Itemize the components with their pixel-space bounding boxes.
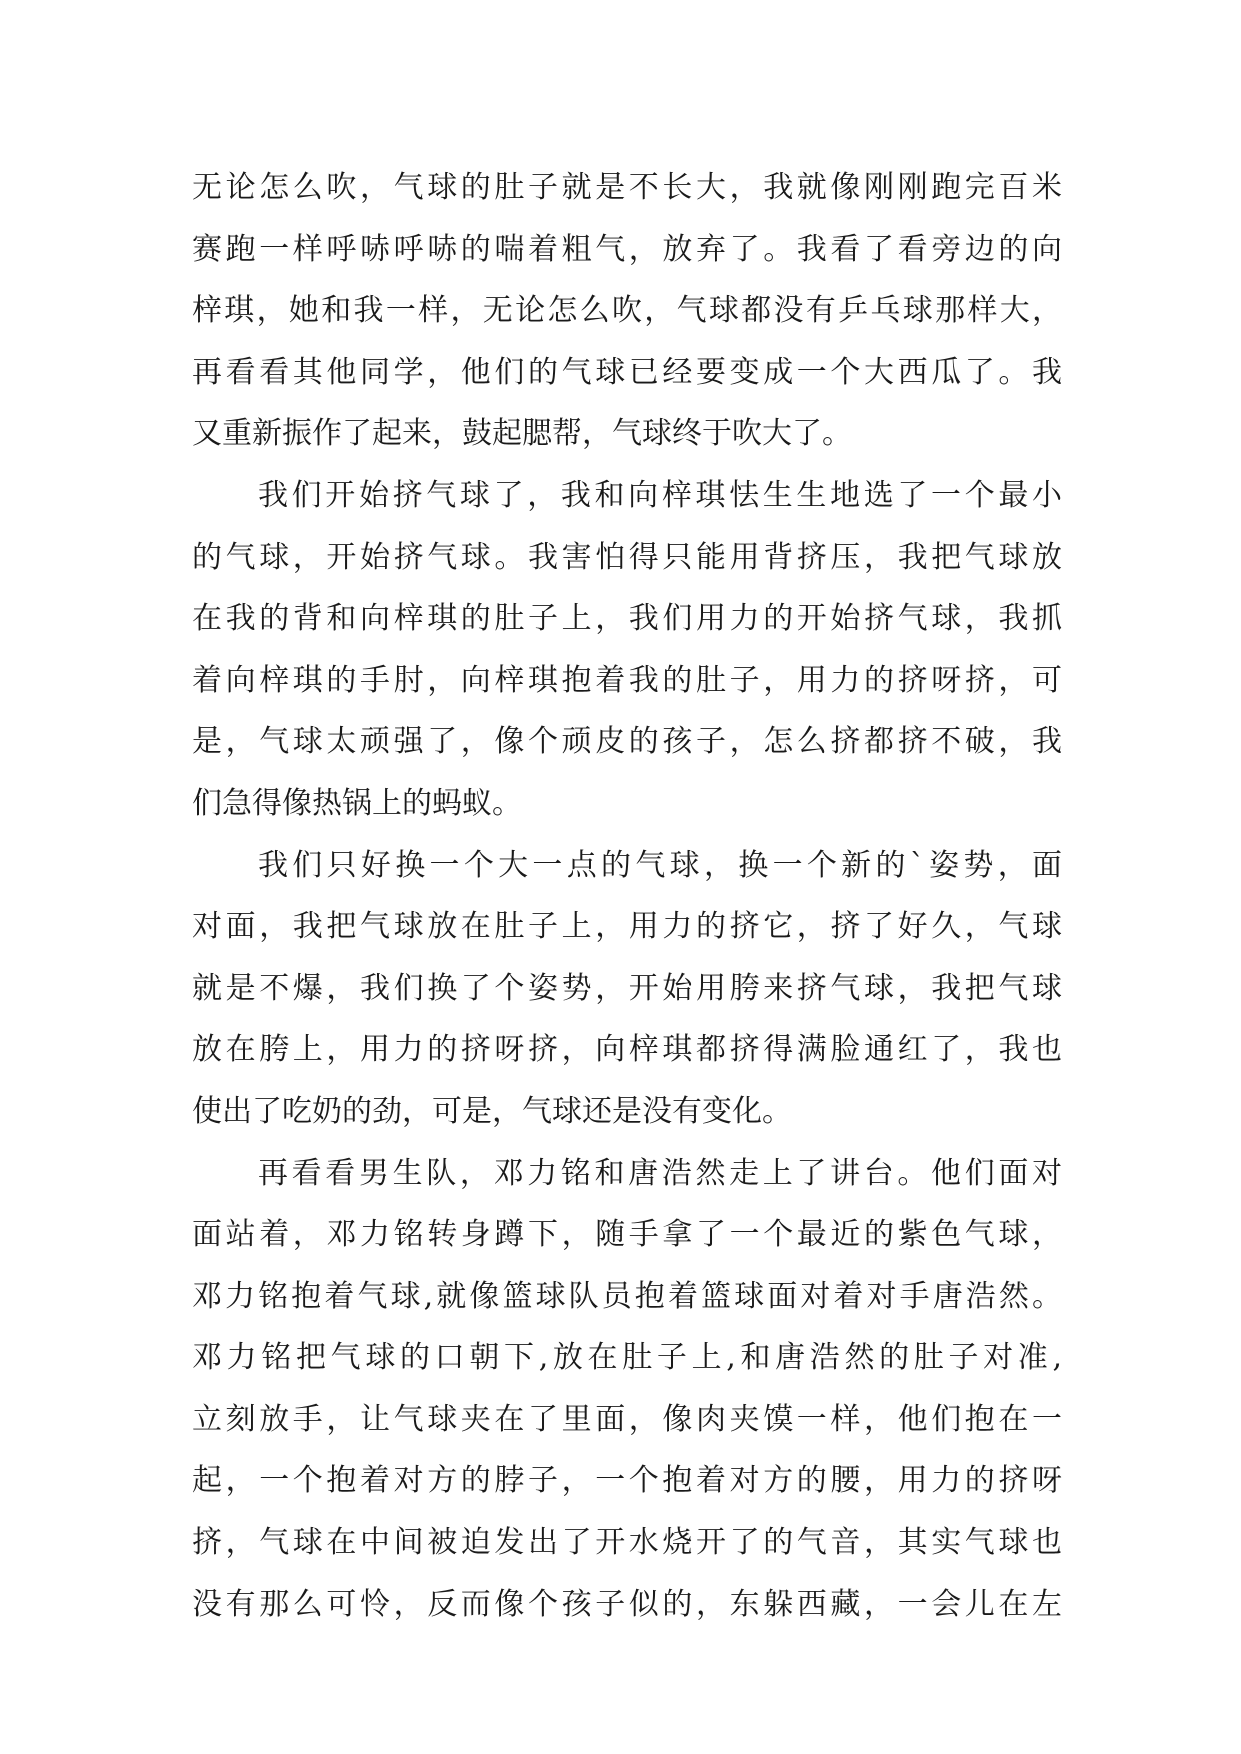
text-line: 邓力铭把气球的口朝下,放在肚子上,和唐浩然的肚子对准, bbox=[192, 1340, 1062, 1376]
text-line: 在我的背和向梓琪的肚子上，我们用力的开始挤气球，我抓 bbox=[192, 601, 1062, 637]
text-line: 再看看其他同学，他们的气球已经要变成一个大西瓜了。我 bbox=[192, 354, 1062, 390]
text-line: 邓力铭抱着气球,就像篮球队员抱着篮球面对着对手唐浩然。 bbox=[192, 1278, 1062, 1314]
text-line: 立刻放手，让气球夹在了里面，像肉夹馍一样，他们抱在一 bbox=[192, 1401, 1062, 1437]
text-line: 着向梓琪的手肘，向梓琪抱着我的肚子，用力的挤呀挤，可 bbox=[192, 662, 1062, 698]
text-line: 再看看男生队，邓力铭和唐浩然走上了讲台。他们面对 bbox=[258, 1155, 1062, 1191]
text-line: 起，一个抱着对方的脖子，一个抱着对方的腰，用力的挤呀 bbox=[192, 1463, 1062, 1499]
text-line: 挤，气球在中间被迫发出了开水烧开了的气音，其实气球也 bbox=[192, 1525, 1062, 1561]
text-line: 无论怎么吹，气球的肚子就是不长大，我就像刚刚跑完百米 bbox=[192, 170, 1062, 205]
text-line: 就是不爆，我们换了个姿势，开始用胯来挤气球，我把气球 bbox=[192, 970, 1062, 1006]
text-line: 是，气球太顽强了，像个顽皮的孩子，怎么挤都挤不破，我 bbox=[192, 724, 1062, 760]
text-line: 们急得像热锅上的蚂蚁。 bbox=[192, 785, 522, 821]
text-line: 放在胯上，用力的挤呀挤，向梓琪都挤得满脸通红了，我也 bbox=[192, 1032, 1062, 1068]
document-body bbox=[192, 157, 1062, 1635]
text-line: 面站着，邓力铭转身蹲下，随手拿了一个最近的紫色气球， bbox=[192, 1217, 1062, 1253]
text-line: 的气球，开始挤气球。我害怕得只能用背挤压，我把气球放 bbox=[192, 539, 1062, 575]
text-line: 我们开始挤气球了，我和向梓琪怯生生地选了一个最小 bbox=[258, 477, 1062, 513]
text-line: 又重新振作了起来，鼓起腮帮，气球终于吹大了。 bbox=[192, 416, 852, 452]
text-line: 使出了吃奶的劲，可是，气球还是没有变化。 bbox=[192, 1093, 792, 1129]
text-line: 梓琪，她和我一样，无论怎么吹，气球都没有乒乓球那样大， bbox=[192, 293, 1062, 329]
text-line: 对面，我把气球放在肚子上，用力的挤它，挤了好久，气球 bbox=[192, 909, 1062, 945]
text-line: 赛跑一样呼哧呼哧的喘着粗气，放弃了。我看了看旁边的向 bbox=[192, 231, 1062, 267]
text-line: 我们只好换一个大一点的气球，换一个新的`姿势，面 bbox=[258, 847, 1062, 883]
text-line: 没有那么可怜，反而像个孩子似的，东躲西藏，一会儿在左 bbox=[192, 1586, 1062, 1622]
